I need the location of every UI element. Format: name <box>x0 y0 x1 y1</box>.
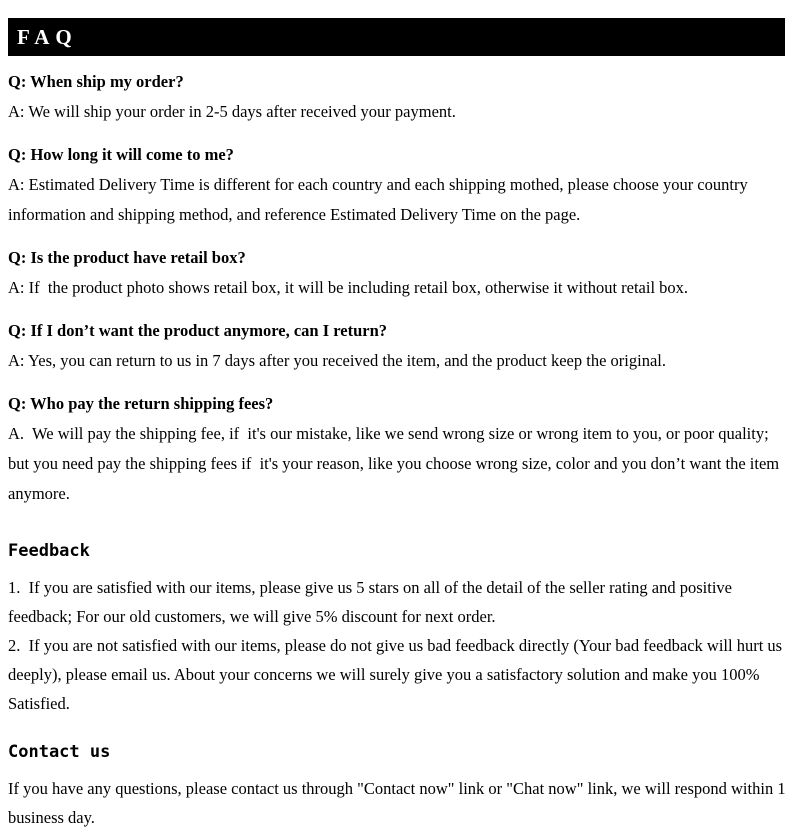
faq-item <box>8 66 792 127</box>
faq-item <box>8 242 792 303</box>
faq-question: Q: How long it will come to me? <box>8 145 234 164</box>
page-header-bar <box>8 18 785 56</box>
faq-question: Q: Who pay the return shipping fees? <box>8 394 274 413</box>
feedback-heading: Feedback <box>8 541 90 561</box>
faq-item <box>8 139 792 230</box>
feedback-item-2: 2. If you are not satisfied with our items, please do not give us bad feedback directly (Your bad feedback will hurt us deeply), please email us. About your concerns we will surely give you a satisfactory solution and make you 100% Satisfied. <box>8 636 787 713</box>
faq-item <box>8 315 792 376</box>
faq-answer: A: Yes, you can return to us in 7 days after you received the item, and the product keep the original. <box>8 351 666 370</box>
faq-item <box>8 388 792 509</box>
faq-answer: A: We will ship your order in 2-5 days after received your payment. <box>8 102 456 121</box>
contact-body: If you have any questions, please contact us through "Contact now" link or "Chat now" link, we will respond within 1 business day. <box>8 779 790 827</box>
faq-question: Q: When ship my order? <box>8 72 184 91</box>
faq-question: Q: If I don’t want the product anymore, can I return? <box>8 321 388 340</box>
feedback-section <box>8 539 792 718</box>
faq-answer: A: If the product photo shows retail box, it will be including retail box, otherwise it without retail box. <box>8 278 689 297</box>
faq-answer: A. We will pay the shipping fee, if it's our mistake, like we send wrong size or wrong item to you, or poor quality; but you need pay the shipping fees if it's your reason, like you choose wrong size, color and you don’t want the item anymore. <box>8 424 784 503</box>
page-title: FAQ <box>17 24 78 49</box>
contact-heading: Contact us <box>8 742 111 762</box>
feedback-item-1: 1. If you are satisfied with our items, please give us 5 stars on all of the detail of the seller rating and positive feedback; For our old customers, we will give 5% discount for next order. <box>8 578 737 626</box>
faq-answer: A: Estimated Delivery Time is different for each country and each shipping mothed, please choose your country information and shipping method, and reference Estimated Delivery Time on the page. <box>8 175 752 224</box>
faq-question: Q: Is the product have retail box? <box>8 248 246 267</box>
contact-section <box>8 740 792 832</box>
content-column <box>8 66 792 832</box>
